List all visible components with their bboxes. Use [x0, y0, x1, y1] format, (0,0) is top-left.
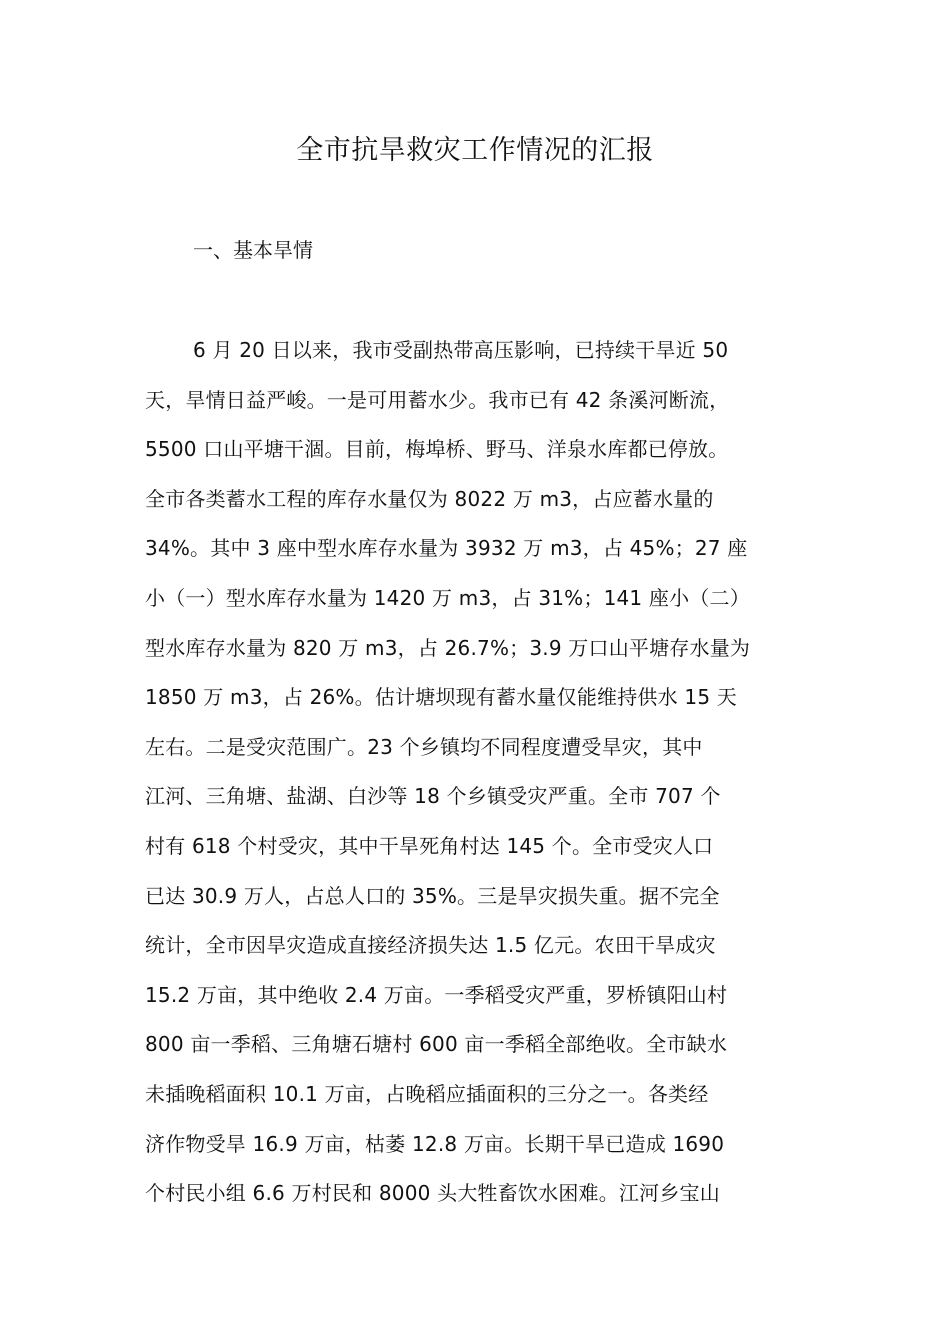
section-heading: 一、基本旱情 [193, 238, 313, 262]
document-title: 全市抗旱救灾工作情况的汇报 [296, 135, 654, 166]
paragraph-line: 左右。二是受灾范围广。23 个乡镇均不同程度遭受旱灾，其中 [145, 734, 703, 759]
paragraph-line: 济作物受旱 16.9 万亩，枯萎 12.8 万亩。长期干旱已造成 1690 [145, 1131, 725, 1156]
paragraph-line: 1850 万 m3，占 26%。估计塘坝现有蓄水量仅能维持供水 15 天 [145, 685, 737, 710]
paragraph-line: 个村民小组 6.6 万村民和 8000 头大牲畜饮水困难。江河乡宝山 [145, 1181, 720, 1206]
paragraph-line: 江河、三角塘、盐湖、白沙等 18 个乡镇受灾严重。全市 707 个 [145, 784, 721, 809]
paragraph-line: 未插晚稻面积 10.1 万亩，占晚稻应插面积的三分之一。各类经 [145, 1081, 709, 1106]
paragraph-line: 15.2 万亩，其中绝收 2.4 万亩。一季稻受灾严重，罗桥镇阳山村 [145, 982, 728, 1007]
paragraph-line: 34%。其中 3 座中型水库存水量为 3932 万 m3，占 45%；27 座 [145, 536, 748, 561]
paragraph-line: 型水库存水量为 820 万 m3，占 26.7%；3.9 万口山平塘存水量为 [145, 635, 751, 660]
paragraph-line: 已达 30.9 万人，占总人口的 35%。三是旱灾损失重。据不完全 [145, 883, 720, 908]
paragraph-line: 小（一）型水库存水量为 1420 万 m3，占 31%；141 座小（二） [145, 585, 750, 610]
paragraph-line: 统计，全市因旱灾造成直接经济损失达 1.5 亿元。农田干旱成灾 [145, 933, 716, 958]
paragraph-line: 全市各类蓄水工程的库存水量仅为 8022 万 m3，占应蓄水量的 [145, 486, 714, 511]
paragraph-line: 6 月 20 日以来，我市受副热带高压影响，已持续干旱近 50 [193, 338, 729, 362]
body-paragraph [145, 331, 835, 1224]
paragraph-line: 村有 618 个村受灾，其中干旱死角村达 145 个。全市受灾人口 [145, 833, 714, 858]
paragraph-line: 5500 口山平塘干涸。目前，梅埠桥、野马、洋泉水库都已停放。 [145, 437, 729, 462]
paragraph-line: 天，旱情日益严峻。一是可用蓄水少。我市已有 42 条溪河断流， [145, 387, 730, 412]
paragraph-line: 800 亩一季稻、三角塘石塘村 600 亩一季稻全部绝收。全市缺水 [145, 1032, 728, 1057]
